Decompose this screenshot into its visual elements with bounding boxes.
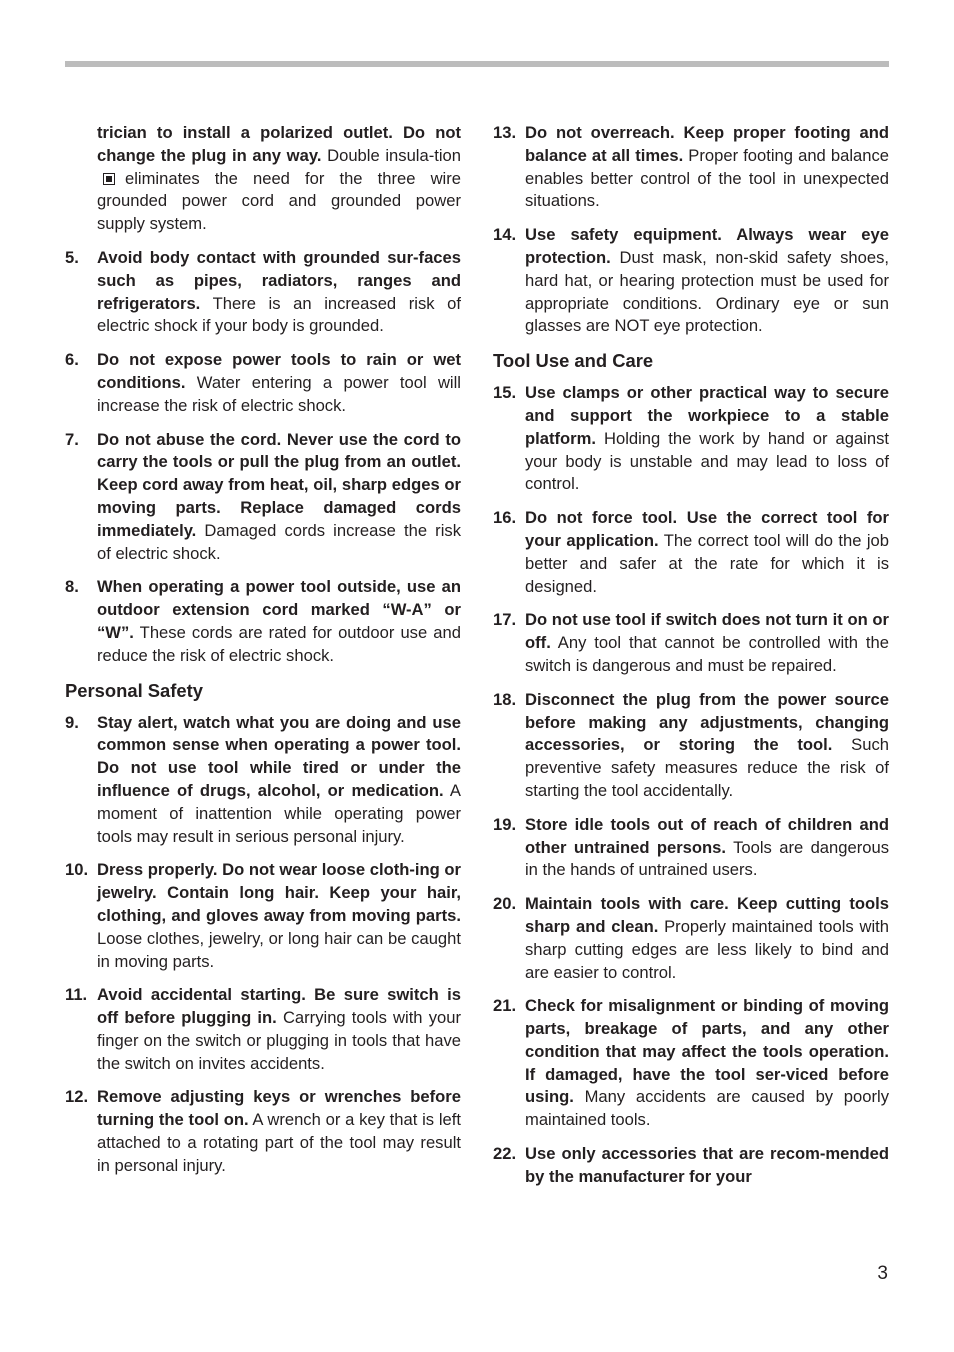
item-text: Many accidents are caused by poorly maintained tools. [525,1087,889,1130]
list-item [65,429,461,566]
list-item [493,1143,889,1189]
right-column [493,122,889,1200]
item-bold: Use safety equipment. Always wear eye protection. [525,225,889,267]
item-text: A wrench or a key that is left attached to a rotating part of the tool may result in personal injury. [97,1110,461,1175]
item-bold: Do not use tool if switch does not turn it on or off. [525,610,889,653]
page-number: 3 [877,1263,888,1284]
item-bold: Disconnect the plug from the power source before making any adjustments, changing accessories, or storing the tool. [525,689,889,755]
list-item [65,712,461,849]
bold-text: trician to install a polarized outlet. Do not change the plug in any way. [97,123,461,165]
item-number: 6. [65,350,79,370]
item-number: 21. [493,996,517,1016]
item-text: Water entering a power tool will increase the risk of electric shock. [97,372,461,415]
item-bold: Use only accessories that are recom-mended by the manufacturer for your [525,1144,889,1186]
item-number: 10. [65,860,89,880]
item-bold: Dress properly. Do not wear loose cloth-ing or jewelry. Contain long hair. Keep your hair, clothing, and gloves away from moving parts. [97,860,461,925]
list-item [493,507,889,598]
top-rule [65,61,889,67]
item-text: Dust mask, non-skid safety shoes, hard hat, or hearing protection must be used for appropriate conditions. Ordinary eye or sun glasses are NOT eye protection. [525,247,889,336]
item-number: 5. [65,247,79,267]
item-text: Proper footing and balance enables better control of the tool in unexpected situations. [525,145,889,211]
item-number: 12. [65,1087,89,1107]
item-number: 14. [493,225,517,245]
body-text: eliminates the need for the three wire grounded power cord and grounded power supply system. [97,168,461,234]
item-number: 11. [65,985,88,1005]
list-item [65,576,461,667]
list-item [493,609,889,677]
item-number: 22. [493,1144,517,1164]
item-number: 20. [493,894,517,914]
item-bold: Maintain tools with care. Keep cutting tools sharp and clean. [525,894,889,936]
list-item [65,859,461,973]
item-text: These cords are rated for outdoor use and reduce the risk of electric shock. [97,622,461,665]
list-item [65,349,461,417]
list-item [493,893,889,984]
item-text: There is an increased risk of electric shock if your body is grounded. [97,293,461,336]
item-number: 16. [493,508,517,528]
list-item [493,814,889,882]
list-item [65,247,461,338]
item-bold: Remove adjusting keys or wrenches before turning the tool on. [97,1087,461,1130]
item-text: Carrying tools with your finger on the switch or plugging in tools that have the switch on invites accidents. [97,1008,461,1073]
item-bold: Use clamps or other practical way to secure and support the workpiece to a stable platform. [525,383,889,448]
item-bold: Do not abuse the cord. Never use the cord to carry the tools or pull the plug from an outlet. Keep cord away from heat, oil, sharp edges or moving parts. Replace damaged cords immediately. [97,429,461,540]
item-bold: Do not overreach. Keep proper footing and balance at all times. [525,123,889,165]
list-item [493,689,889,803]
section-heading-personal-safety: Personal Safety [65,679,203,701]
item-text: Properly maintained tools with sharp cutting edges are less likely to bind and are easier to control. [525,916,889,982]
list-item [493,122,889,213]
item-number: 18. [493,689,517,709]
item-number: 8. [65,577,79,597]
item-number: 13. [493,123,517,142]
body-text: Double insula-tion [321,145,461,165]
item-text: The correct tool will do the job better and safer at the rate for which it is designed. [525,530,889,596]
item-text: Loose clothes, jewelry, or long hair can be caught in moving parts. [97,928,461,971]
list-item [493,224,889,338]
item-number: 7. [65,429,79,449]
section-heading-tool-use-and-care: Tool Use and Care [493,350,654,372]
item-bold: Store idle tools out of reach of children and other untrained persons. [525,814,889,857]
list-item [65,984,461,1075]
item-bold: When operating a power tool outside, use an outdoor extension cord marked “W-A” or “W”. [97,577,461,642]
item-bold: Avoid accidental starting. Be sure switch is off before plugging in. [97,985,461,1028]
item-text: Such preventive safety measures reduce the risk of starting the tool accidentally. [525,735,889,800]
item-number: 17. [493,610,517,630]
item-bold: Do not expose power tools to rain or wet conditions. [97,350,461,392]
item-text: Damaged cords increase the risk of electric shock. [97,520,461,563]
list-item [493,382,889,496]
item-number: 9. [65,712,79,732]
item-bold: Avoid body contact with grounded sur-faces such as pipes, radiators, ranges and refrigerators. [97,247,461,313]
item-text: Tools are dangerous in the hands of untrained users. [525,837,889,880]
item-number: 19. [493,814,517,834]
list-item [65,1086,461,1177]
item-bold: Stay alert, watch what you are doing and use common sense when operating a power tool. Do not use tool while tired or under the influence of drugs, alcohol, or medication. [97,712,461,800]
double-insulation-icon [103,173,115,185]
item-text: Any tool that cannot be controlled with the switch is dangerous and must be repaired. [525,633,889,675]
item-bold: Do not force tool. Use the correct tool for your application. [525,508,889,550]
list-item [493,995,889,1132]
item-bold: Check for misalignment or binding of moving parts, breakage of parts, and any other condition that may affect the tools operation. If damaged, have the tool ser-viced before using. [525,996,889,1107]
item-text: Holding the work by hand or against your body is unstable and may lead to loss of control. [525,428,889,494]
item-text: A moment of inattention while operating power tools may result in serious personal injury. [97,780,461,846]
left-column [65,122,461,1189]
item-number: 15. [493,383,517,403]
continued-paragraph [65,122,461,236]
